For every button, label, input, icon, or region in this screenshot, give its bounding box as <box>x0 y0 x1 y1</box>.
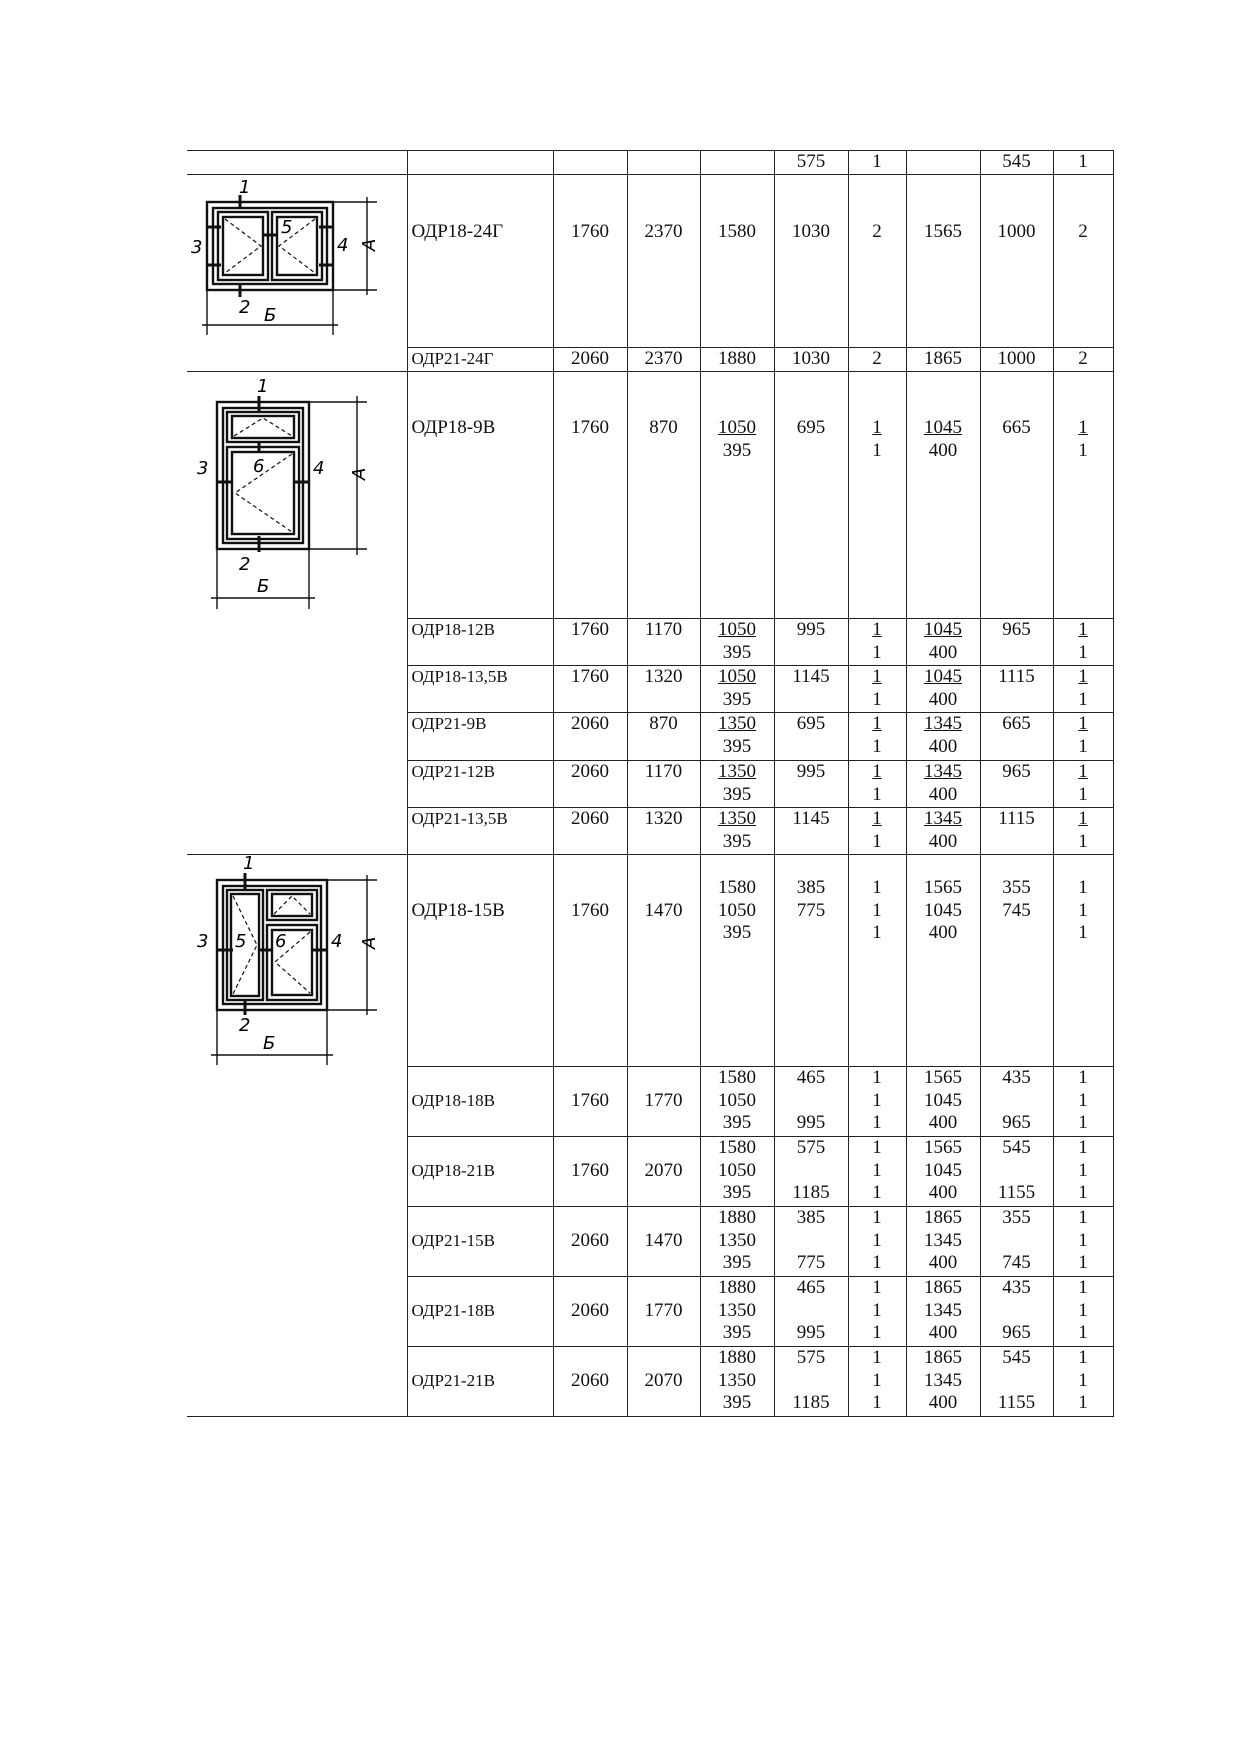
cell-line: 995 <box>796 1322 826 1343</box>
cell-line: 1045 <box>924 1089 962 1111</box>
cell-line: 1 <box>872 1252 882 1273</box>
cell: 870 <box>627 372 700 619</box>
cell: 1760 <box>553 619 627 666</box>
cell: 1320 <box>627 666 700 713</box>
row-name: ОДР21-18В <box>407 1277 553 1347</box>
cell-line: 400 <box>928 830 958 852</box>
cell-line: 395 <box>722 1392 752 1413</box>
cell-line: 1050 <box>718 1089 756 1111</box>
cell: 2 <box>848 347 906 371</box>
cell: 1030 <box>774 347 848 371</box>
dim-a-label: А <box>349 467 370 480</box>
cell: 1 <box>848 151 906 175</box>
cell: 575 <box>774 151 848 175</box>
dim-b-label: Б <box>264 304 277 326</box>
row-name: ОДР18-12В <box>407 619 553 666</box>
cell-line: 1 <box>1078 1322 1088 1343</box>
cell: 2060 <box>553 1207 627 1277</box>
callout-2: 2 <box>239 1015 251 1036</box>
cell-line: 575 <box>796 1347 826 1368</box>
cell-line: 1 <box>872 1089 882 1111</box>
callout-4: 4 <box>337 234 349 256</box>
cell-line: 1 <box>1078 1277 1088 1298</box>
drawing-cell-2 <box>187 372 407 855</box>
cell-line: 1 <box>872 1137 882 1158</box>
cell-line: 1 <box>872 899 882 921</box>
cell: 545 <box>980 151 1053 175</box>
cell: 2 <box>1053 347 1113 371</box>
row-name: ОДР21-24Г <box>407 347 553 371</box>
cell-line: 465 <box>796 1277 826 1298</box>
cell-line: 1 <box>872 1112 882 1133</box>
callout-3: 3 <box>191 236 203 258</box>
cell-line: 1045 <box>924 666 962 687</box>
cell: 995 <box>774 761 848 808</box>
cell-line: 1 <box>1078 1137 1088 1158</box>
cell-line: 400 <box>928 439 958 461</box>
cell: 1115 <box>980 808 1053 855</box>
table-row <box>187 174 1113 347</box>
cell-line: 1 <box>1078 808 1088 829</box>
cell: 1000 <box>980 174 1053 347</box>
cell-line: 1 <box>872 1182 882 1203</box>
cell-line: 1 <box>1078 1252 1088 1273</box>
cell-line: 775 <box>796 1252 826 1273</box>
cell-line: 745 <box>1002 1252 1031 1273</box>
cell-line: 1 <box>872 1322 882 1343</box>
cell: 1760 <box>553 1137 627 1207</box>
row-name: ОДР18-24Г <box>407 174 553 347</box>
cell: 1170 <box>627 761 700 808</box>
cell-line: 1 <box>1078 1369 1088 1391</box>
cell: 1115 <box>980 666 1053 713</box>
cell-line: 1 <box>1078 417 1088 438</box>
cell-line: 1 <box>872 1347 882 1368</box>
cell-line: 1880 <box>718 1277 756 1298</box>
cell: 695 <box>774 713 848 761</box>
cell: 1865 <box>906 347 980 371</box>
cell-line: 1345 <box>924 1299 962 1321</box>
cell-line: 400 <box>928 688 958 710</box>
cell-line: 1050 <box>718 899 756 921</box>
cell-line: 1 <box>1078 688 1088 710</box>
cell-line: 1 <box>872 641 882 663</box>
cell-line: 965 <box>1002 1322 1031 1343</box>
callout-3: 3 <box>197 458 209 479</box>
cell: 2060 <box>553 1347 627 1417</box>
table-row <box>187 372 1113 619</box>
cell: 1470 <box>627 855 700 1067</box>
cell-line: 1045 <box>924 1159 962 1181</box>
cell-line: 1865 <box>924 1277 962 1298</box>
cell-line: 1 <box>1078 899 1088 921</box>
cell-line: 400 <box>928 1322 958 1343</box>
cell-line: 395 <box>722 735 752 757</box>
dim-b-label: Б <box>257 576 270 597</box>
cell-line: 1 <box>872 439 882 461</box>
cell-line: 1 <box>1078 830 1088 852</box>
cell: 1770 <box>627 1277 700 1347</box>
callout-1: 1 <box>257 376 269 397</box>
cell-line: 1 <box>872 1159 882 1181</box>
cell-line: 385 <box>796 877 826 898</box>
cell-line: 545 <box>1002 1137 1031 1158</box>
cell-line: 435 <box>1002 1067 1031 1088</box>
cell: 2060 <box>553 761 627 808</box>
row-name: ОДР21-9В <box>407 713 553 761</box>
cell-line: 1185 <box>792 1182 830 1203</box>
cell-line: 1155 <box>997 1182 1036 1203</box>
callout-1: 1 <box>239 176 251 198</box>
cell: 2370 <box>627 347 700 371</box>
cell-line: 400 <box>928 1392 958 1413</box>
cell-line: 1350 <box>718 713 756 734</box>
cell-line: 1 <box>1078 666 1088 687</box>
cell-line: 385 <box>796 1207 826 1228</box>
cell-line: 1 <box>1078 1229 1088 1251</box>
cell-line: 1 <box>1078 619 1088 640</box>
callout-6: 6 <box>253 456 265 477</box>
row-name: ОДР18-21В <box>407 1137 553 1207</box>
cell-line: 1 <box>1078 1182 1088 1203</box>
callout-6: 6 <box>275 931 287 952</box>
cell-line: 1 <box>872 877 882 898</box>
cell-line: 1350 <box>718 761 756 782</box>
cell-line: 1 <box>1078 1159 1088 1181</box>
cell-line: 395 <box>722 783 752 805</box>
cell: 1760 <box>553 666 627 713</box>
cell-line: 1 <box>1078 922 1088 943</box>
cell-line: 1 <box>872 666 882 687</box>
cell-line: 1 <box>872 808 882 829</box>
cell: 2060 <box>553 347 627 371</box>
cell-line: 1 <box>1078 1112 1088 1133</box>
window-spec-table <box>187 150 1114 1417</box>
row-name: ОДР21-21В <box>407 1347 553 1417</box>
cell-line: 1 <box>872 1369 882 1391</box>
row-name: ОДР18-9В <box>407 372 553 619</box>
cell: 1760 <box>553 174 627 347</box>
cell: 1760 <box>553 372 627 619</box>
cell-line: 1565 <box>924 1137 962 1158</box>
row-name: ОДР18-18В <box>407 1067 553 1137</box>
dim-b-label: Б <box>263 1033 276 1054</box>
cell-line: 435 <box>1002 1277 1031 1298</box>
cell-line: 745 <box>1002 899 1031 921</box>
cell-line: 1 <box>872 1392 882 1413</box>
cell-line: 1880 <box>718 1347 756 1368</box>
cell-line: 1350 <box>718 808 756 829</box>
cell: 2060 <box>553 808 627 855</box>
cell-line: 1 <box>872 1067 882 1088</box>
callout-1: 1 <box>243 855 255 874</box>
cell: 870 <box>627 713 700 761</box>
window-drawing-3 <box>187 855 405 1070</box>
cell: 1770 <box>627 1067 700 1137</box>
cell-line: 1 <box>1078 1089 1088 1111</box>
cell-line: 1050 <box>718 666 756 687</box>
cell-line: 395 <box>722 1182 752 1203</box>
cell-line: 1185 <box>792 1392 830 1413</box>
cell: 1565 <box>906 174 980 347</box>
cell-line: 400 <box>928 922 958 943</box>
cell-line: 1 <box>1078 1347 1088 1368</box>
cell-line: 395 <box>722 1322 752 1343</box>
cell: 1760 <box>553 1067 627 1137</box>
cell-line: 1050 <box>718 619 756 640</box>
cell-line: 1345 <box>924 761 962 782</box>
cell-line: 400 <box>928 1182 958 1203</box>
cell-line: 400 <box>928 1112 958 1133</box>
cell: 1470 <box>627 1207 700 1277</box>
cell-line: 395 <box>722 922 752 943</box>
cell-line: 400 <box>928 735 958 757</box>
cell: 965 <box>980 619 1053 666</box>
cell-line: 1865 <box>924 1347 962 1368</box>
cell-line: 1580 <box>718 877 756 898</box>
drawing-cell-1 <box>187 174 407 372</box>
cell-line: 395 <box>722 439 752 461</box>
cell: 665 <box>980 372 1053 619</box>
cell-line: 1050 <box>718 1159 756 1181</box>
cell-line: 1 <box>872 783 882 805</box>
callout-2: 2 <box>239 554 251 575</box>
cell-line: 1 <box>872 417 882 438</box>
drawing-cell-3 <box>187 855 407 1417</box>
cell-line: 1 <box>872 1229 882 1251</box>
cell-line: 1 <box>1078 713 1088 734</box>
cell-line: 1 <box>1078 1067 1088 1088</box>
cell-line: 1345 <box>924 1369 962 1391</box>
cell: 1030 <box>774 174 848 347</box>
cell-line: 1 <box>872 1277 882 1298</box>
cell-line: 1 <box>1078 783 1088 805</box>
cell-line: 395 <box>722 1252 752 1273</box>
row-name: ОДР21-15В <box>407 1207 553 1277</box>
cell-line: 1345 <box>924 713 962 734</box>
cell-line: 965 <box>1002 1112 1031 1133</box>
callout-5: 5 <box>235 931 247 952</box>
cell-line: 1350 <box>718 1229 756 1251</box>
cell-line: 545 <box>1002 1347 1031 1368</box>
cell-line: 1045 <box>924 899 962 921</box>
cell-line: 1 <box>1078 877 1088 898</box>
cell-line: 1045 <box>924 619 962 640</box>
cell: 1170 <box>627 619 700 666</box>
cell: 665 <box>980 713 1053 761</box>
cell: 695 <box>774 372 848 619</box>
cell-line: 1880 <box>718 1207 756 1228</box>
cell-line: 775 <box>796 899 826 921</box>
cell: 1000 <box>980 347 1053 371</box>
cell-line: 1 <box>872 922 882 943</box>
cell: 2060 <box>553 1277 627 1347</box>
cell-line: 1565 <box>924 1067 962 1088</box>
cell-line: 1 <box>1078 439 1088 461</box>
cell-line: 1 <box>872 688 882 710</box>
cell-line: 1580 <box>718 1137 756 1158</box>
cell-line: 1050 <box>718 417 756 438</box>
callout-4: 4 <box>331 931 343 952</box>
cell-line: 1580 <box>718 1067 756 1088</box>
cell-line: 400 <box>928 641 958 663</box>
cell-line: 1 <box>1078 1392 1088 1413</box>
cell: 1 <box>1053 151 1113 175</box>
cell-line: 1 <box>1078 761 1088 782</box>
cell-line: 1 <box>872 619 882 640</box>
cell-line: 1 <box>872 1299 882 1321</box>
row-name: ОДР21-12В <box>407 761 553 808</box>
callout-3: 3 <box>197 931 209 952</box>
cell-line: 995 <box>796 1112 826 1133</box>
cell: 1145 <box>774 808 848 855</box>
cell: 1145 <box>774 666 848 713</box>
row-name: ОДР18-15В <box>407 855 553 1067</box>
cell-line: 1 <box>872 713 882 734</box>
cell: 1320 <box>627 808 700 855</box>
cell-line: 395 <box>722 830 752 852</box>
cell: 995 <box>774 619 848 666</box>
cell-line: 1155 <box>997 1392 1036 1413</box>
cell-line: 1 <box>872 735 882 757</box>
cell-line: 1345 <box>924 1229 962 1251</box>
cell-line: 395 <box>722 1112 752 1133</box>
cell-line: 1565 <box>924 877 962 898</box>
cell-line: 1 <box>872 1207 882 1228</box>
cell-line: 1350 <box>718 1299 756 1321</box>
cell-line: 1 <box>1078 641 1088 663</box>
cell: 1880 <box>700 347 774 371</box>
cell-line: 1 <box>1078 735 1088 757</box>
window-drawing-1 <box>187 175 405 365</box>
callout-2: 2 <box>239 296 251 318</box>
row-name: ОДР21-13,5В <box>407 808 553 855</box>
row-name: ОДР18-13,5В <box>407 666 553 713</box>
dim-a-label: А <box>359 238 380 251</box>
window-drawing-2 <box>187 372 405 612</box>
cell-line: 1865 <box>924 1207 962 1228</box>
callout-5: 5 <box>281 216 293 238</box>
cell-line: 355 <box>1002 1207 1031 1228</box>
cell: 1580 <box>700 174 774 347</box>
cell-line: 1 <box>1078 1207 1088 1228</box>
cell-line: 465 <box>796 1067 826 1088</box>
cell: 1760 <box>553 855 627 1067</box>
cell-line: 1045 <box>924 417 962 438</box>
cell-line: 395 <box>722 688 752 710</box>
cell-line: 575 <box>796 1137 826 1158</box>
cell-line: 400 <box>928 1252 958 1273</box>
cell-line: 400 <box>928 783 958 805</box>
cell-line: 1350 <box>718 1369 756 1391</box>
cell-line: 1 <box>872 830 882 852</box>
table-row <box>187 855 1113 1067</box>
cell-line: 1 <box>872 761 882 782</box>
cell: 2 <box>848 174 906 347</box>
cell-line: 1 <box>1078 1299 1088 1321</box>
table-row <box>187 151 1113 175</box>
cell: 965 <box>980 761 1053 808</box>
cell-line: 395 <box>722 641 752 663</box>
cell: 2060 <box>553 713 627 761</box>
callout-4: 4 <box>313 458 325 479</box>
cell-line: 1345 <box>924 808 962 829</box>
dim-a-label: А <box>359 936 380 949</box>
cell-line: 355 <box>1002 877 1031 898</box>
cell: 2370 <box>627 174 700 347</box>
cell: 2 <box>1053 174 1113 347</box>
cell: 2070 <box>627 1347 700 1417</box>
cell: 2070 <box>627 1137 700 1207</box>
